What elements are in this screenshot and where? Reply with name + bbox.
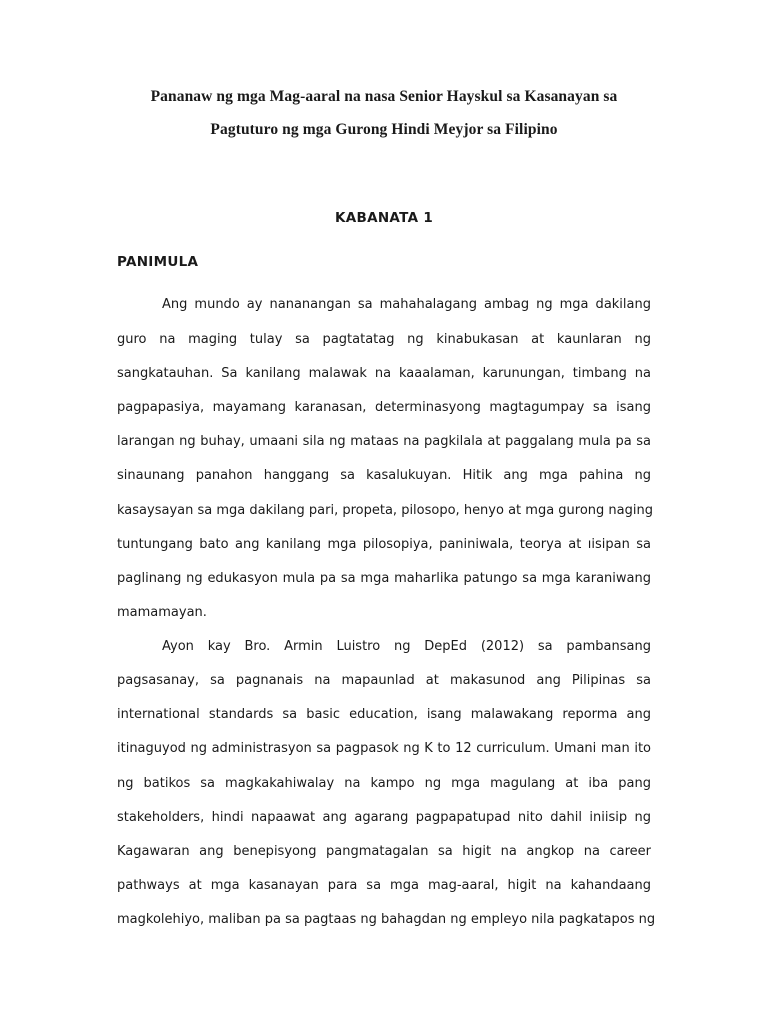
paragraph-line: larangan ng buhay, umaani sila ng mataas na pagkilala at paggalang mula pa sa — [117, 434, 651, 449]
paragraph-line: Ang mundo ay nananangan sa mahahalagang ambag ng mga dakilang — [162, 297, 651, 312]
paragraph-line: Ayon kay Bro. Armin Luistro ng DepEd (2012) sa pambansang — [162, 639, 651, 654]
paragraph-line: magkolehiyo, maliban pa sa pagtaas ng bahagdan ng empleyo nila pagkatapos ng — [117, 912, 656, 927]
paragraph-line: sangkatauhan. Sa kanilang malawak na kaaalaman, karunungan, timbang na — [117, 366, 651, 381]
paragraph-line: international standards sa basic education, isang malawakang reporma ang — [117, 707, 651, 722]
paragraph-line: tuntungang bato ang kanilang mga pilosopiya, paniniwala, teorya at ıisipan sa — [117, 537, 651, 552]
chapter-heading: KABANATA 1 — [334, 210, 434, 226]
paragraph-line: itinaguyod ng administrasyon sa pagpasok ng K to 12 curriculum. Umani man ito — [117, 741, 651, 756]
document-title-line-2: Pagtuturo ng mga Gurong Hindi Meyjor sa Filipino — [210, 121, 558, 138]
paragraph-line: sinaunang panahon hanggang sa kasalukuyan. Hitik ang mga pahina ng — [117, 468, 651, 483]
paragraph-line: pathways at mga kasanayan para sa mga mag-aaral, higit na kahandaang — [117, 878, 651, 893]
paragraph-line: stakeholders, hindi napaawat ang agarang pagpapatupad nito dahil iniisip ng — [117, 810, 651, 825]
paragraph-line: paglinang ng edukasyon mula pa sa mga maharlika patungo sa mga karaniwang — [117, 571, 651, 586]
paragraph-line: guro na maging tulay sa pagtatatag ng kinabukasan at kaunlaran ng — [117, 332, 651, 347]
document-title-line-1: Pananaw ng mga Mag-aaral na nasa Senior Hayskul sa Kasanayan sa — [150, 88, 618, 105]
paragraph-line: pagpapasiya, mayamang karanasan, determinasyong magtagumpay sa isang — [117, 400, 651, 415]
paragraph-line: pagsasanay, sa pagnanais na mapaunlad at makasunod ang Pilipinas sa — [117, 673, 651, 688]
paragraph-line: kasaysayan sa mga dakilang pari, propeta, pilosopo, henyo at mga gurong naging — [117, 503, 653, 518]
paragraph-line: mamamayan. — [117, 605, 207, 620]
section-heading: PANIMULA — [117, 254, 199, 270]
paragraph-line: Kagawaran ang benepisyong pangmatagalan sa higit na angkop na career — [117, 844, 651, 859]
paragraph-line: ng batikos sa magkakahiwalay na kampo ng mga magulang at iba pang — [117, 776, 651, 791]
